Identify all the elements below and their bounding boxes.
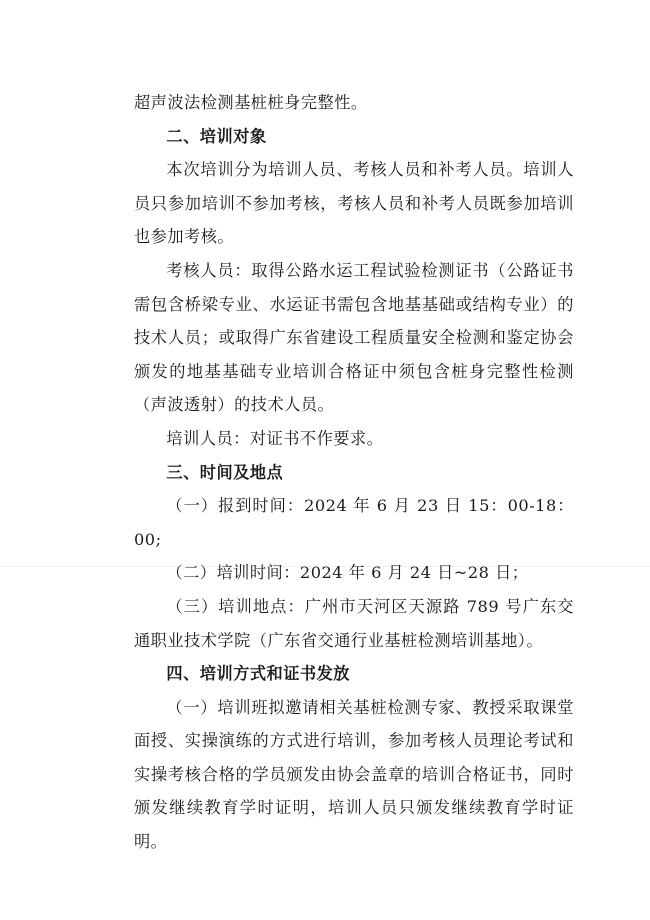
section-heading-time-location: 三、时间及地点: [166, 462, 284, 482]
paragraph-training-location: （三）培训地点：广州市天河区天源路 789 号广东交通职业技术学院（广东省交通行业基桩检测培训基地）。: [134, 596, 574, 650]
document-body: [134, 86, 574, 859]
paragraph-training-categories: 本次培训分为培训人员、考核人员和补考人员。培训人员只参加培训不参加考核，考核人员和补考人员既参加培训也参加考核。: [134, 160, 574, 247]
paragraph-continuation: 超声波法检测基桩桩身完整性。: [134, 93, 368, 112]
paragraph-examinee-requirements: 考核人员：取得公路水运工程试验检测证书（公路证书需包含桥梁专业、水运证书需包含地基基础或结构专业）的技术人员；或取得广东省建设工程质量安全检测和鉴定协会颁发的地基基础专业培训合格证中须包含桩身完整性检测（声波透射）的技术人员。: [134, 260, 574, 415]
section-heading-training-targets: 二、培训对象: [166, 126, 267, 146]
paragraph-trainee-requirements: 培训人员：对证书不作要求。: [166, 428, 384, 448]
section-heading-method-certificate: 四、培训方式和证书发放: [166, 664, 350, 684]
paragraph-training-time: （二）培训时间：2024 年 6 月 24 日~28 日；: [166, 563, 529, 583]
paragraph-training-method: （一）培训班拟邀请相关基桩检测专家、教授采取课堂面授、实操演练的方式进行培训，参加考核人员理论考试和实操考核合格的学员颁发由协会盖章的培训合格证书，同时颁发继续教育学时证明，培训人员只颁发继续教育学时证明。: [134, 697, 574, 852]
paragraph-registration-time: （一）报到时间：2024 年 6 月 23 日 15：00-18：00;: [134, 496, 574, 549]
